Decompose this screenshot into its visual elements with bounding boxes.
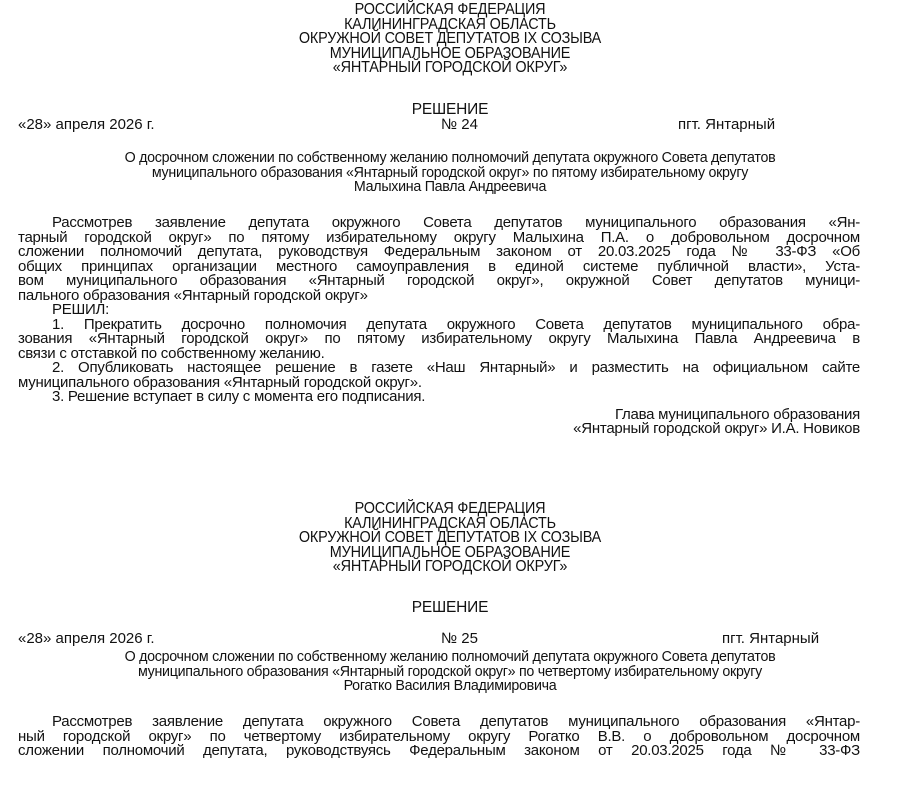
document-header	[32, 3, 869, 76]
subject-line: Малыхина Павла Андреевича	[353, 178, 547, 195]
header-line: «ЯНТАРНЫЙ ГОРОДСКОЙ ОКРУГ»	[332, 558, 568, 575]
item-1-line: связи с отставкой по собственному желанию.	[18, 346, 325, 361]
body-line: пального образования «Янтарный городской округ»	[18, 288, 368, 303]
item-3-line: 3. Решение вступает в силу с момента его подписания.	[52, 390, 426, 405]
header-line: ОКРУЖНОЙ СОВЕТ ДЕПУТАТОВ IX СОЗЫВА	[298, 529, 602, 546]
subject-line: О досрочном сложении по собственному желанию полномочий депутата окружного Совета депутатов	[124, 149, 776, 166]
body-line: общих принципах организации местного самоуправления в единой системе публичной власти», Уста-	[18, 259, 860, 274]
decision-title: РЕШЕНИЕ	[411, 599, 489, 616]
decision-meta	[0, 117, 900, 133]
decision-subject	[23, 151, 878, 195]
item-2-line: муниципального образования «Янтарный городской округ».	[18, 375, 422, 390]
decision-25	[0, 502, 900, 575]
body-line: тарный городской округ» по пятому избирательному округу Малыхина П.А. о добровольном досрочном	[18, 230, 860, 245]
header-line: МУНИЦИПАЛЬНОЕ ОБРАЗОВАНИЕ	[329, 44, 571, 62]
decision-date: «28» апреля 2026 г.	[18, 116, 155, 133]
decision-number: № 25	[441, 630, 478, 647]
body-line: ный городской округ» по четвертому избирательному округу Рогатко В.В. о добровольном досрочном	[18, 729, 860, 744]
decision-place: пгт. Янтарный	[722, 630, 820, 647]
subject-line: Рогатко Василия Владимировича	[343, 677, 557, 694]
header-line: «ЯНТАРНЫЙ ГОРОДСКОЙ ОКРУГ»	[332, 59, 568, 76]
body-line: сложении полномочий депутата, руководствуя Федеральным законом от 20.03.2025 года № 33-ФЗ «Об	[18, 245, 860, 260]
subject-line: муниципального образования «Янтарный городской округ» по пятому избирательному округу	[151, 163, 749, 181]
decision-title: РЕШЕНИЕ	[411, 101, 489, 118]
decision-body	[18, 216, 860, 437]
header-line: КАЛИНИНГРАДСКАЯ ОБЛАСТЬ	[344, 15, 556, 33]
decision-number: № 24	[441, 116, 478, 133]
item-1-line: 1. Прекратить досрочно полномочия депутата окружного Совета депутатов муниципального обра-	[52, 317, 860, 332]
body-line: вом муниципального образования «Янтарный городской округ», окружной Совет депутатов муници-	[18, 274, 860, 289]
header-line: РОССИЙСКАЯ ФЕДЕРАЦИЯ	[354, 1, 546, 18]
header-line: МУНИЦИПАЛЬНОЕ ОБРАЗОВАНИЕ	[329, 543, 571, 561]
decision-24	[0, 3, 900, 76]
body-line: сложении полномочий депутата, руководствуясь Федеральным законом от 20.03.2025 года № 33-ФЗ	[18, 744, 860, 759]
body-line: Рассмотрев заявление депутата окружного Совета депутатов муниципального образования «Янтар-	[52, 715, 860, 730]
header-line: ОКРУЖНОЙ СОВЕТ ДЕПУТАТОВ IX СОЗЫВА	[298, 30, 602, 47]
document-header	[32, 502, 869, 575]
decision-place: пгт. Янтарный	[678, 116, 776, 133]
signature-line: «Янтарный городской округ» И.А. Новиков	[573, 420, 860, 437]
item-1-line: зования «Янтарный городской округ» по пятому избирательному округу Малыхина Павла Андреевича в	[18, 332, 860, 347]
decision-subject	[23, 650, 878, 694]
item-2-line: 2. Опубликовать настоящее решение в газете «Наш Янтарный» и разместить на официальном сайте	[52, 361, 860, 376]
body-line: Рассмотрев заявление депутата окружного Совета депутатов муниципального образования «Ян-	[52, 216, 860, 231]
header-line: РОССИЙСКАЯ ФЕДЕРАЦИЯ	[354, 500, 546, 517]
header-line: КАЛИНИНГРАДСКАЯ ОБЛАСТЬ	[344, 514, 556, 532]
subject-line: О досрочном сложении по собственному желанию полномочий депутата окружного Совета депутатов	[124, 648, 776, 665]
decision-date: «28» апреля 2026 г.	[18, 630, 155, 647]
decision-body	[18, 715, 860, 759]
signature-line: Глава муниципального образования	[614, 405, 860, 423]
resolved-label: РЕШИЛ:	[52, 303, 110, 318]
subject-line: муниципального образования «Янтарный городской округ» по четвертому избирательному округу	[137, 662, 763, 680]
decision-meta	[0, 631, 900, 647]
